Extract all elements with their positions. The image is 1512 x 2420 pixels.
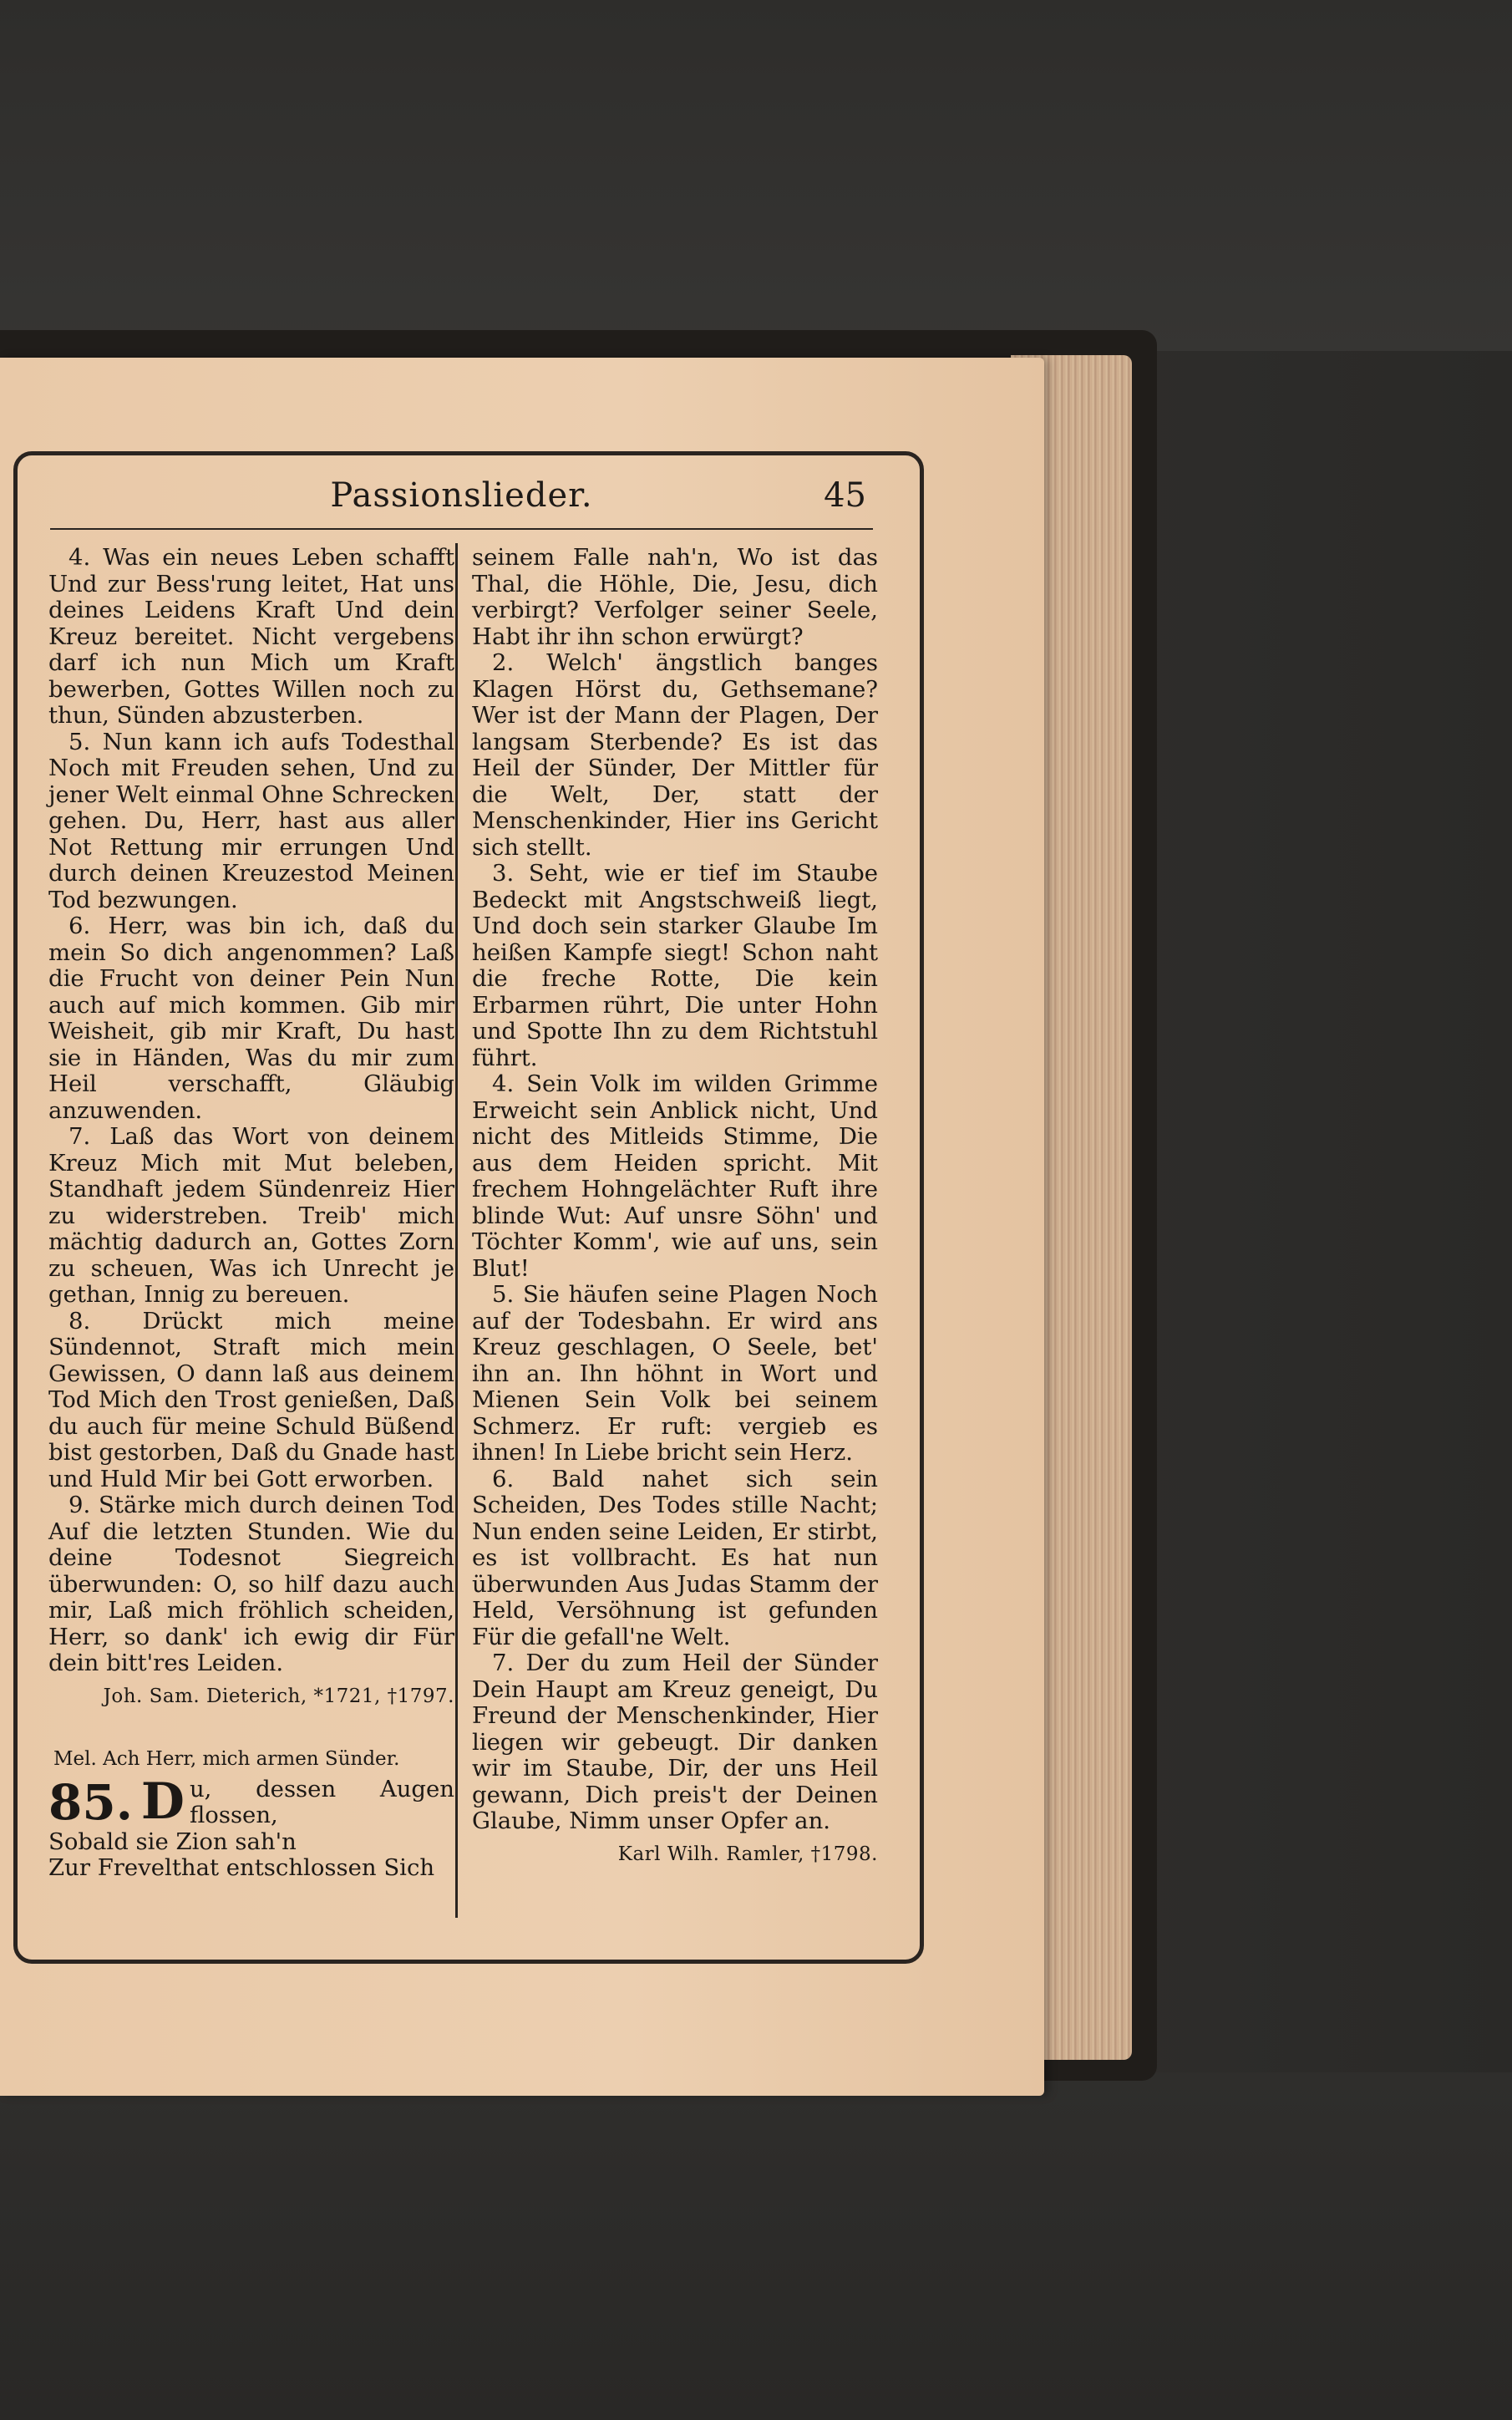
running-title: Passionslieder. — [330, 476, 593, 515]
left-column — [48, 545, 454, 1882]
page-number: 45 — [824, 476, 866, 515]
verse: 6. Bald nahet sich sein Scheiden, Des Todes stille Nacht; Nun enden seine Leiden, Er stirbt, es ist vollbracht. Es hat nun überwunden Aus Judas Stamm der Held, Versöhnung ist gefunden Für die gefall'ne Welt. — [472, 1465, 878, 1650]
verse: 2. Welch' ängstlich banges Klagen Hörst du, Gethsemane? Wer ist der Mann der Plagen, Der langsam Sterbende? Es ist das Heil der Sünder, Der Mittler für die Welt, Der, statt der Menschenkinder, Hier ins Gericht sich stellt. — [472, 649, 878, 861]
author-attribution: Karl Wilh. Ramler, †1798. — [617, 1843, 878, 1865]
drop-initial: D — [140, 1772, 185, 1831]
verse: 8. Drückt mich meine Sündennot, Straft mich mein Gewissen, O dann laß aus deinem Tod Mich den Trost genießen, Daß du auch für meine Schuld Büßend bist gestorben, Daß du Gnade hast und Huld Mir bei Gott erworben. — [48, 1307, 454, 1492]
verse: 4. Sein Volk im wilden Grimme Erweicht sein Anblick nicht, Und nicht des Mitleids Stimme, Die aus dem Heiden spricht. Mit frechem Hohngelächter Ruft ihre blinde Wut: Auf unsre Söhn' und Töchter Komm', wie auf uns, sein Blut! — [472, 1070, 878, 1282]
hymn-line: Zur Frevelthat entschlossen Sich — [48, 1854, 435, 1881]
verse: 5. Nun kann ich aufs Todesthal Noch mit Freuden sehen, Und zu jener Welt einmal Ohne Schrecken gehen. Du, Herr, hast aus aller Not Rettung mir errungen Und durch deinen Kreuzestod Meinen Tod bezwungen. — [48, 728, 454, 913]
verse: 7. Laß das Wort von deinem Kreuz Mich mit Mut beleben, Standhaft jedem Sündenreiz Hier zu widerstreben. Treib' mich mächtig dadurch an, Gottes Zorn zu scheuen, Was ich Unrecht je gethan, Innig zu bereuen. — [48, 1123, 454, 1308]
verse: 6. Herr, was bin ich, daß du mein So dich angenommen? Laß die Frucht von deiner Pein Nun auch auf mich kommen. Gib mir Weisheit, gib mir Kraft, Du hast sie in Händen, Was du mir zum Heil verschafft, Gläubig anzuwenden. — [48, 913, 454, 1124]
right-column — [472, 545, 878, 1868]
verse-continuation: seinem Falle nah'n, Wo ist das Thal, die Höhle, Die, Jesu, dich verbirgt? Verfolger seiner Seele, Habt ihr ihn schon erwürgt? — [472, 544, 878, 650]
background-top — [0, 0, 1512, 351]
melody-line: Mel. Ach Herr, mich armen Sünder. — [53, 1748, 400, 1770]
verse: 5. Sie häufen seine Plagen Noch auf der Todesbahn. Er wird ans Kreuz geschlagen, O Seele, bet' ihn an. Ihn höhnt in Wort und Mienen Sein Volk bei seinem Schmerz. Er ruft: vergieb es ihnen! In Liebe bricht sein Herz. — [472, 1281, 878, 1466]
verse: 9. Stärke mich durch deinen Tod Auf die letzten Stunden. Wie du deine Todesnot Siegreich überwunden: O, so hilf dazu auch mir, Laß mich fröhlich scheiden, Herr, so dank' ich ewig dir Für dein bitt'res Leiden. — [48, 1492, 454, 1676]
author-attribution: Joh. Sam. Dieterich, *1721, †1797. — [103, 1685, 454, 1707]
hymn-number: 85. — [48, 1773, 133, 1831]
hymn-line: Sobald sie Zion sah'n — [48, 1828, 297, 1855]
page-header — [50, 470, 873, 530]
hymn-start — [48, 1772, 454, 1882]
verse: 3. Seht, wie er tief im Staube Bedeckt mit Angstschweiß liegt, Und doch sein starker Glaube Im heißen Kampfe siegt! Schon naht die freche Rotte, Die kein Erbarmen rührt, Die unter Hohn und Spotte Ihn zu dem Richtstuhl führt. — [472, 860, 878, 1071]
verse: 4. Was ein neues Leben schafft Und zur Bess'rung leitet, Hat uns deines Leidens Kraft Und dein Kreuz bereitet. Nicht vergebens darf ich nun Mich um Kraft bewerben, Gottes Willen noch zu thun, Sünden abzusterben. — [48, 544, 454, 729]
hymn-line: u, dessen Augen flossen, — [189, 1775, 454, 1828]
verse: 7. Der du zum Heil der Sünder Dein Haupt am Kreuz geneigt, Du Freund der Menschenkinder, Hier liegen wir gebeugt. Dir danken wir im Staube, Dir, der uns Heil gewann, Dich preis't der Deinen Glaube, Nimm unser Opfer an. — [472, 1650, 878, 1834]
column-divider — [455, 543, 458, 1918]
background-bottom — [0, 2072, 1512, 2420]
